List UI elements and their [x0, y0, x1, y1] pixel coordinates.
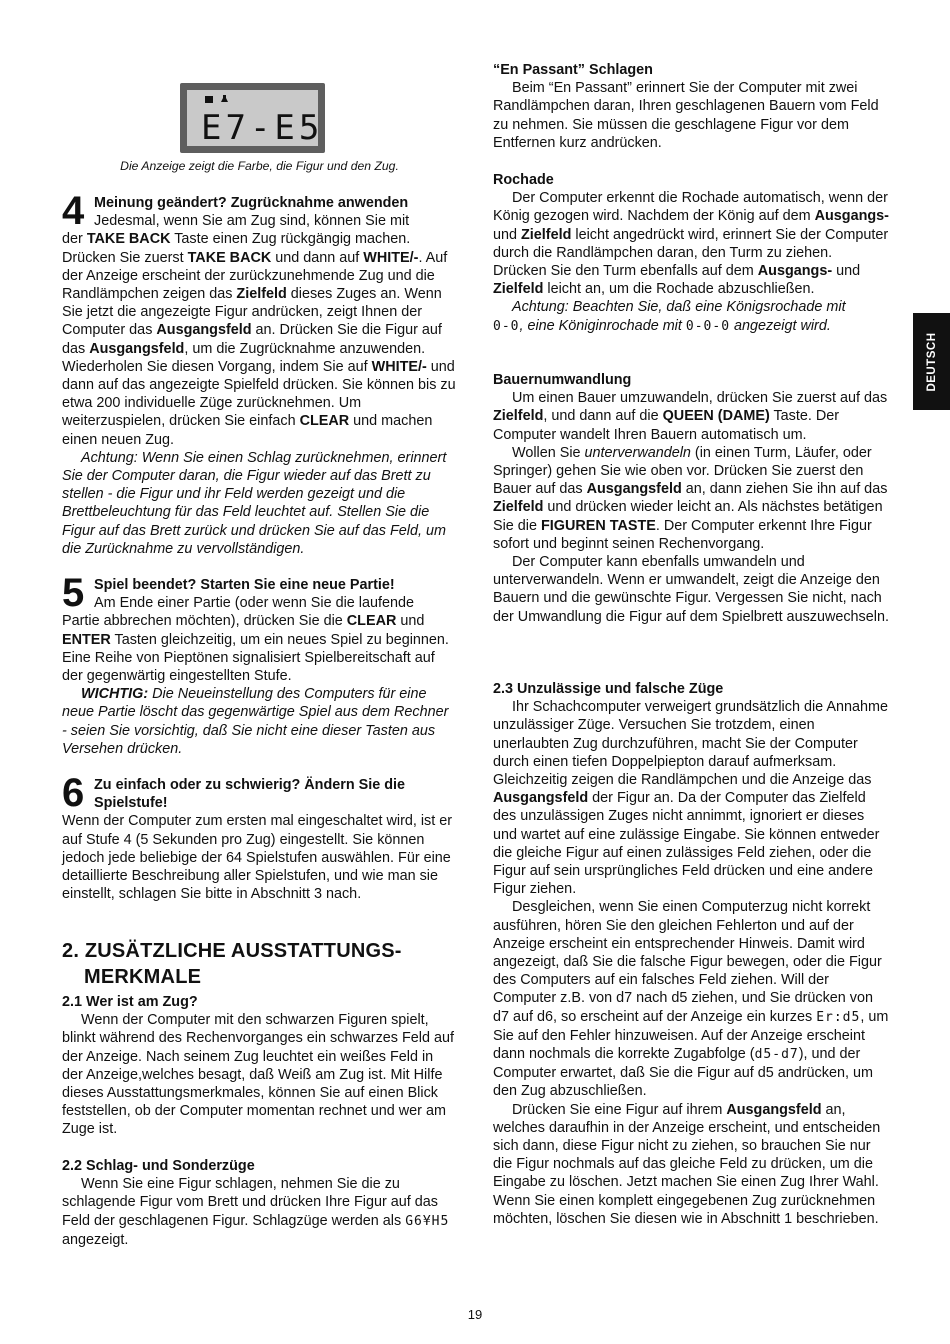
- lcd-frame: [180, 83, 325, 153]
- section-2-1: [62, 993, 457, 1139]
- language-tab: [913, 313, 950, 410]
- subsection-paragraph: Wenn Sie eine Figur schlagen, nehmen Sie die zu schlagende Figur vom Brett und drücken Ihre Figur auf das Feld der geschlagenen Figur. Schlagzüge werden als G6¥H5 angezeigt.: [62, 1176, 450, 1248]
- subsection-paragraph: Ihr Schachcomputer verweigert grundsätzlich die Annahme unzulässiger Züge. Versuchen Sie trotzdem, einen unerlaubten Zug durchzuführen, macht Sie der Computer durch einen tiefen Doppelpiepton darauf aufmerksam. Gleichzeitig zeigen die Randlämpchen und die Anzeige das Ausgangsfeld der Figur an. Da der Computer das Zielfeld des unzulässigen Zuges nicht annimmt, ignoriert er dieses und wartet auf eine zulässige Eingabe. Sie können entweder die gleiche Figur auf einen zulässiges Feld ziehen, oder die Figur auf sein ursprüngliches Feld drücken und eine andere Figur ziehen.: [493, 699, 888, 898]
- subsection-paragraph: Beim “En Passant” erinnert Sie der Computer mit zwei Randlämpchen daran, Ihren geschlagenen Bauern vom Feld zu nehmen. Sie müssen die geschlagene Figur vor dem Entfernen kurz andrücken.: [493, 80, 879, 151]
- step-paragraph: der TAKE BACK Taste einen Zug rückgängig machen. Drücken Sie zuerst TAKE BACK und dann auf WHITE/-. Auf der Anzeige erscheint der zurückzunehmende Zug und die Randlämpchen zeigen das Zielfeld dieses Zuges an. Wenn Sie jetzt die angezeigte Figur andrücken, zeigt Ihnen der Computer das Ausgangsfeld an. Drücken Sie die Figur auf das Ausgangsfeld, um die Zugrücknahme anzuwenden. Wiederholen Sie diesen Vorgang, indem Sie auf WHITE/- und dann auf das angezeigte Spielfeld drücken. Sie können bis zu etwa 200 individuelle Züge zurücknehmen. Um weiterzuspielen, drücken Sie einfach CLEAR und machen einen neuen Zug.: [62, 231, 456, 448]
- step-text: Am Ende einer Partie (oder wenn Sie die laufende: [94, 595, 414, 612]
- step-heading: Zu einfach oder zu schwierig? Ändern Sie die: [94, 777, 406, 793]
- lcd-screen: [187, 90, 318, 146]
- figure-caption: Die Anzeige zeigt die Farbe, die Figur und den Zug.: [120, 159, 399, 173]
- subsection-paragraph: Wenn der Computer mit den schwarzen Figuren spielt, blinkt während des Rechenvorganges ein schwarzes Feld auf der Anzeige. Nach seinem Zug leuchtet ein weißes Feld in der Anzeige,welches besagt, daß Weiß am Zug ist. Mit Hilfe dieses Ausstattungsmerkmales, können Sie auf einen Blick feststellen, ob der Computer momentan rechnet und wer am Zuge ist.: [62, 1012, 454, 1138]
- subsection-heading: 2.2 Schlag- und Sonderzüge: [62, 1158, 255, 1174]
- step-5: [62, 571, 457, 758]
- subsection-paragraph: Wollen Sie unterverwandeln (in einen Turm, Läufer, oder Springer) gehen Sie wie oben vor. Drücken Sie zuerst den Bauer auf das Ausgangsfeld an, dann ziehen Sie ihn auf das Zielfeld und drücken wieder leicht an. Als nächstes betätigen Sie die FIGUREN TASTE. Der Computer erkennt Ihre Figur sofort und beginnt seinen Rechenvorgang.: [493, 444, 888, 552]
- lcd-move-text: E7-E5: [201, 108, 318, 146]
- language-tab-label: DEUTSCH: [925, 331, 938, 392]
- step-number: 6: [62, 771, 85, 815]
- bauernumwandlung-section: [493, 371, 889, 626]
- subsection-heading: Bauernumwandlung: [493, 372, 632, 388]
- section-2-2: [62, 1157, 457, 1249]
- step-heading-line2: Spielstufe!: [94, 795, 168, 812]
- lcd-graphic: [187, 90, 318, 146]
- step-paragraph: Wenn der Computer zum ersten mal eingeschaltet wird, ist er auf Stufe 4 (5 Sekunden pro Zug) eingestellt. Sie können jedoch jede beliebige der 64 Spielstufen auswählen. Für eine detaillierte Beschreibung aller Spielstufen, und wie man sie einstellt, schlagen Sie bitte in Abschnitt 3 nach.: [62, 813, 453, 903]
- subsection-heading: 2.1 Wer ist am Zug?: [62, 994, 198, 1010]
- en-passant-section: [493, 61, 889, 152]
- section-title-line2: MERKMALE: [84, 966, 202, 988]
- lcd-display-figure: [180, 83, 325, 153]
- step-6: [62, 771, 457, 903]
- section-2-title: [62, 938, 457, 990]
- step-text: Jedesmal, wenn Sie am Zug sind, können Sie mit: [94, 213, 410, 230]
- subsection-heading: “En Passant” Schlagen: [493, 62, 653, 78]
- subsection-heading: Rochade: [493, 172, 554, 188]
- subsection-paragraph: Um einen Bauer umzuwandeln, drücken Sie zuerst auf das Zielfeld, und dann auf die QUEEN (DAME) Taste. Der Computer wandelt Ihren Bauern automatisch um.: [493, 390, 888, 443]
- step-4: [62, 189, 457, 558]
- pawn-icon: [221, 95, 228, 102]
- subsection-paragraph: Der Computer kann ebenfalls umwandeln und unterverwandeln. Wenn er umwandelt, zeigt die Anzeige den Bauern und die gewünschte Figur. Vergessen Sie nicht, nach der Umwandlung die Figur auf dem Spielbrett auszuwechseln.: [493, 554, 889, 625]
- black-square-icon: [205, 96, 213, 103]
- step-number: 4: [62, 189, 85, 233]
- step-number: 5: [62, 571, 85, 615]
- step-note: Achtung: Wenn Sie einen Schlag zurücknehmen, erinnert Sie der Computer daran, die Figur wieder auf das Brett zu stellen - die Figur und ihr Feld werden gezeigt und die Brettbeleuchtung für das Feld leuchtet auf. Stellen Sie die Figur auf das Brett zurück und drücken Sie auf das Feld, um die Zurücknahme zu vervollständigen.: [62, 449, 447, 557]
- section-2-3: [493, 680, 889, 1228]
- step-heading: Spiel beendet? Starten Sie eine neue Partie!: [94, 577, 395, 593]
- subsection-paragraph: Der Computer erkennt die Rochade automatisch, wenn der König gezogen wird. Nachdem der König auf dem Ausgangs- und Zielfeld leicht angedrückt wird, erinnert Sie der Computer durch die Randlämpchen daran, den Turm zu ziehen. Drücken Sie den Turm ebenfalls auf dem Ausgangs- und Zielfeld leicht an, um die Rochade abzuschließen.: [493, 190, 889, 298]
- rochade-section: [493, 171, 889, 336]
- step-note: WICHTIG: Die Neueinstellung des Computers für eine neue Partie löscht das gegenwärtige Spiel aus dem Rechner - seien Sie vorsichtig, daß Sie nicht eine dieser Tasten aus Versehen drücken.: [62, 686, 449, 757]
- subsection-paragraph: Drücken Sie eine Figur auf ihrem Ausgangsfeld an, welches daraufhin in der Anzeige erscheint, und entscheiden sich dann, diese Figur nicht zu ziehen, so brauchen Sie nur die Figur nochmals auf das gleiche Feld zu drücken, um die Eingabe zu löschen. Jetzt machen Sie einen Zug Ihrer Wahl. Wenn Sie einen komplett eingegebenen Zug zurücknehmen möchten, löschen Sie diesen wie in Abschnitt 1 beschrieben.: [493, 1101, 881, 1227]
- rochade-note: Achtung: Beachten Sie, daß eine Königsrochade mit 0-0, eine Königinrochade mit 0-0-0 angezeigt wird.: [493, 299, 846, 334]
- subsection-heading: 2.3 Unzulässige und falsche Züge: [493, 681, 724, 697]
- subsection-paragraph: Desgleichen, wenn Sie einen Computerzug nicht korrekt ausführen, hören Sie den gleichen Fehlerton und auf der Anzeige erscheint ein entsprechender Hinweis. Damit wird angezeigt, daß Sie die falsche Figur bewegen, oder die Figur des Computers auf ein falsches Feld ziehen. Will der Computer z.B. von d7 nach d5 ziehen, und Sie drücken von d7 auf d6, so erscheint auf der Anzeige ein kurzes Er:d5, um Sie auf den Fehler hinzuweisen. Auf der Anzeige erscheint dann nochmals die korrekte Zugabfolge (d5-d7), und der Computer erwartet, daß Sie die Figur auf d5 andrücken, um den Zug abzuschließen.: [493, 899, 889, 1100]
- step-paragraph: Partie abbrechen möchten), drücken Sie die CLEAR und ENTER Tasten gleichzeitig, um ein neues Spiel zu beginnen. Eine Reihe von Pieptönen signalisiert Spielbereitschaft auf der gegenwärtig eingestellten Stufe.: [62, 613, 449, 685]
- page-number: 19: [467, 1307, 483, 1322]
- lcd-inline-code: G6¥H5: [405, 1213, 450, 1229]
- step-heading: Meinung geändert? Zugrücknahme anwenden: [94, 195, 409, 211]
- section-title-line1: 2. ZUSÄTZLICHE AUSSTATTUNGS-: [62, 940, 402, 962]
